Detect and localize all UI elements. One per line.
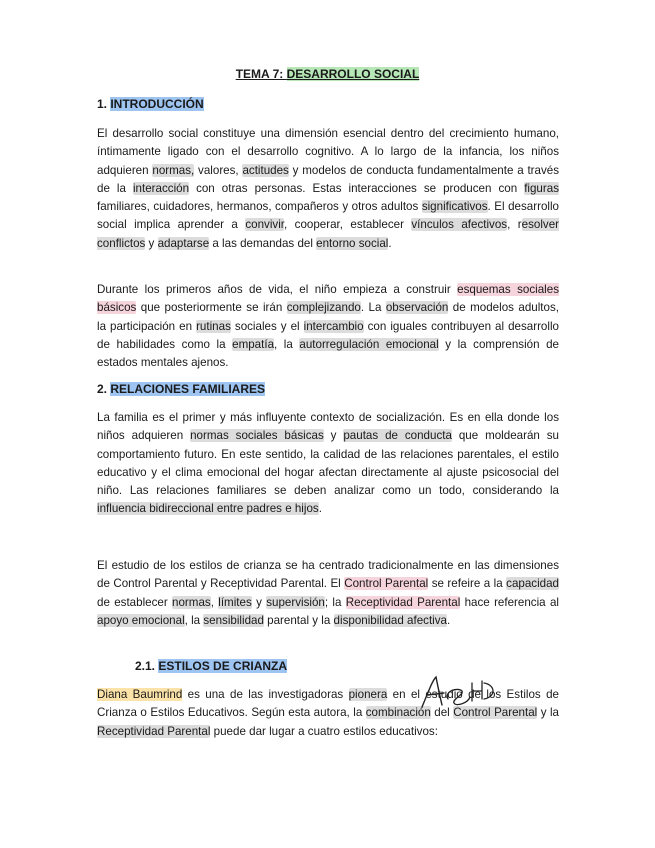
- text-run: , cooperar, establecer: [284, 218, 412, 232]
- highlighted-text: adaptarse: [157, 236, 210, 250]
- highlighted-text: rutinas: [196, 319, 231, 333]
- highlighted-text: observación: [385, 301, 449, 315]
- highlighted-text: combinación: [365, 706, 431, 720]
- title-prefix: TEMA 7:: [235, 67, 287, 81]
- section-2-1-heading: [135, 659, 287, 673]
- text-run: valores,: [194, 163, 243, 177]
- highlighted-text: influencia bidireccional entre padres e hijos: [97, 502, 319, 516]
- text-run: , r: [507, 218, 522, 232]
- text-run: Durante los primeros años de vida, el niño empieza a construir: [97, 283, 458, 296]
- text-run: y: [323, 429, 344, 443]
- text-run: y: [251, 595, 267, 609]
- highlighted-text: Receptividad Parental: [97, 724, 211, 738]
- section-2-heading: [97, 382, 265, 396]
- text-run: y la: [537, 706, 560, 720]
- highlighted-text: capacidad: [506, 577, 559, 591]
- text-run: se refeire a la: [428, 577, 507, 591]
- highlighted-text: actitudes: [242, 163, 289, 177]
- highlighted-text: significativos: [421, 200, 488, 214]
- text-run: . La: [360, 301, 386, 315]
- highlighted-text: convivir: [245, 218, 284, 232]
- text-run: hace referencia al: [460, 595, 559, 609]
- text-run: que posteriormente se irán: [136, 301, 287, 315]
- section-2-1-title: ESTILOS DE CRIANZA: [158, 659, 288, 673]
- text-run: de modelos adultos, la participación en: [97, 301, 559, 333]
- text-run: , la: [184, 613, 204, 627]
- text-run: .: [388, 236, 392, 250]
- text-run: y modelos de conducta fundamentalmente a través de la: [97, 163, 560, 195]
- highlighted-text: supervisión: [266, 595, 325, 609]
- text-run: en el estudio de los Estilos de Crianza o Estilos Educativos. Según esta autora, la: [97, 688, 559, 720]
- highlighted-text: normas sociales básicas: [190, 429, 324, 443]
- text-run: a las demandas del: [209, 236, 317, 250]
- text-run: de establecer: [97, 595, 173, 609]
- highlighted-text: normas: [172, 595, 211, 609]
- text-run: El estudio de los estilos de crianza se ha centrado tradicionalmente en las dimensiones de Control Parental y Receptividad Parental. El: [97, 559, 559, 591]
- text-run: El desarrollo social constituye una dimensión esencial dentro del crecimiento humano, íntimamente ligado con el desarrollo cognitivo. A lo largo de la infancia, los niños adquieren: [97, 127, 559, 177]
- text-run: .: [318, 502, 322, 516]
- section-1-heading: [97, 97, 204, 111]
- text-run: del: [430, 706, 454, 720]
- highlighted-text: figuras: [524, 181, 559, 195]
- title-label: DESARROLLO SOCIAL: [286, 67, 420, 81]
- text-run: con iguales contribuyen al desarrollo de habilidades como la: [97, 319, 559, 351]
- highlighted-text: autorregulación emocional: [299, 337, 439, 351]
- section-1-paragraph-2: [97, 281, 559, 372]
- highlighted-text: complejizando: [286, 301, 361, 315]
- text-run: y: [145, 236, 158, 250]
- text-run: con otras personas. Estas interacciones se producen con: [189, 181, 525, 195]
- text-run: es una de las investigadoras: [182, 688, 349, 701]
- text-run: ; la: [324, 595, 346, 609]
- text-run: . El desarrollo social implica aprender a: [97, 200, 559, 232]
- section-1-paragraph-1: [97, 125, 559, 253]
- section-2-paragraph-1: [97, 409, 559, 519]
- highlighted-text: interacción: [132, 181, 190, 195]
- highlighted-text: normas,: [152, 163, 195, 177]
- section-1-number: 1.: [97, 97, 111, 111]
- highlighted-text: entorno social: [316, 236, 389, 250]
- section-2-title: RELACIONES FAMILIARES: [110, 382, 266, 396]
- text-run: sociales y el: [230, 319, 304, 333]
- highlighted-text: pionera: [348, 688, 388, 701]
- highlighted-text: límites: [218, 595, 252, 609]
- highlighted-text: apoyo emocional: [97, 613, 185, 627]
- highlighted-text: empatía: [232, 337, 275, 351]
- section-2-number: 2.: [97, 382, 111, 396]
- text-run: ,: [210, 595, 219, 609]
- text-run: La familia es el primer y más influyente contexto de socialización. Es en ella donde los niños adquieren: [97, 411, 559, 443]
- highlighted-text: Control Parental: [344, 577, 429, 591]
- highlighted-text: Diana Baumrind: [97, 688, 183, 701]
- highlighted-text: disponibilidad afectiva: [333, 613, 447, 627]
- text-run: que moldearán su comportamiento futuro. En este sentido, la calidad de las relaciones parentales, el estilo educativo y el clima emocional del hogar afectan directamente al ajuste psicosocial del niño. Las relaciones familiares se deben analizar como un todo, considerando la: [97, 429, 559, 498]
- highlighted-text: esquemas sociales básicos: [97, 283, 559, 315]
- text-run: puede dar lugar a cuatro estilos educativos:: [210, 724, 438, 738]
- highlighted-text: sensibilidad: [203, 613, 264, 627]
- text-run: parental y la: [263, 613, 334, 627]
- highlighted-text: esolver conflictos: [97, 218, 560, 250]
- text-run: familiares, cuidadores, hermanos, compañeros y otros adultos: [97, 200, 422, 214]
- text-run: , la: [274, 337, 300, 351]
- section-2-1-number: 2.1.: [135, 659, 159, 673]
- handwritten-signature: [418, 673, 498, 713]
- text-run: .: [446, 613, 451, 627]
- highlighted-text: intercambio: [303, 319, 364, 333]
- highlighted-text: pautas de conducta: [343, 429, 452, 443]
- highlighted-text: Receptividad Parental: [345, 595, 461, 609]
- highlighted-text: Control Parental: [453, 706, 538, 720]
- text-run: y la comprensión de estados mentales ajenos.: [97, 337, 559, 370]
- document-title: [0, 67, 655, 81]
- section-2-paragraph-2: [97, 557, 559, 630]
- section-1-title: INTRODUCCIÓN: [110, 97, 204, 111]
- highlighted-text: vínculos afectivos: [411, 218, 508, 232]
